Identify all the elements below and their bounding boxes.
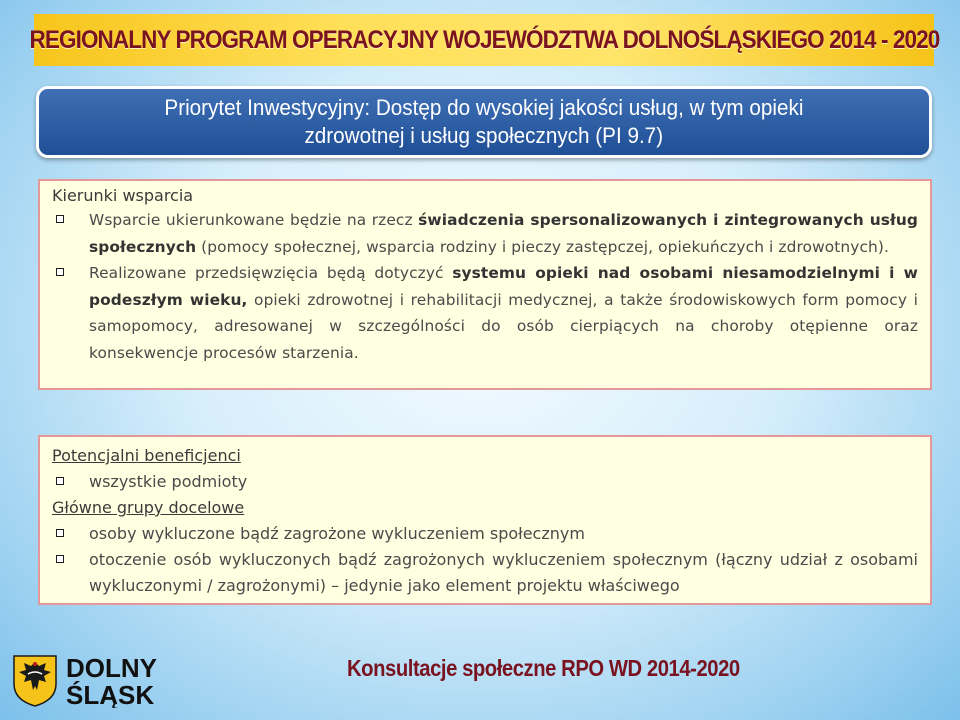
logo-line1: DOLNY	[66, 653, 157, 683]
support-directions-box	[38, 179, 932, 390]
dolny-slask-logo	[10, 650, 170, 708]
header-banner	[29, 14, 939, 66]
square-bullet-icon	[56, 477, 64, 485]
support-heading: Kierunki wsparcia	[52, 186, 194, 205]
target-group-item-text: otoczenie osób wykluczonych bądź zagrożonych wykluczeniem społecznym (łączny udział z osobami wykluczonymi / zagrożonymi) – jedynie jako element projektu właściwego	[89, 550, 918, 595]
support-item	[52, 207, 918, 260]
program-title: REGIONALNY PROGRAM OPERACYJNY WOJEWÓDZTWA DOLNOŚLĄSKIEGO 2014 - 2020	[29, 25, 939, 54]
support-item-bold: systemu opieki nad osobami niesamodzielnymi i w podeszłym wieku,	[89, 264, 918, 309]
square-bullet-icon	[56, 555, 64, 563]
square-bullet-icon	[56, 268, 64, 276]
beneficiaries-box	[38, 435, 932, 605]
support-item-text: (pomocy społecznej, wsparcia rodziny i pieczy zastępczej, opiekuńczych i zdrowotnych).	[196, 237, 889, 256]
consultation-footer: Konsultacje społeczne RPO WD 2014-2020	[347, 655, 740, 681]
priority-title-line1: Priorytet Inwestycyjny: Dostęp do wysokiej jakości usług, w tym opieki	[164, 95, 804, 120]
target-group-item	[52, 547, 918, 599]
support-item	[52, 260, 918, 366]
target-group-item-text: osoby wykluczone bądź zagrożone wykluczeniem społecznym	[89, 524, 585, 543]
priority-title-line2: zdrowotnej i usług społecznych (PI 9.7)	[304, 123, 664, 148]
beneficiary-item-text: wszystkie podmioty	[89, 472, 248, 491]
support-item-text: Realizowane przedsięwzięcia będą dotyczyć	[89, 264, 453, 282]
square-bullet-icon	[56, 215, 64, 223]
square-bullet-icon	[56, 529, 64, 537]
priority-box	[36, 86, 932, 158]
target-groups-heading: Główne grupy docelowe	[52, 498, 245, 517]
beneficiary-item	[52, 469, 918, 495]
target-group-item	[52, 521, 918, 547]
support-item-text: opieki zdrowotnej i rehabilitacji medycznej, a także środowiskowych form pomocy i samopomocy, adresowanej w szczególności do osób cierpiących na choroby otępienne oraz konsekwencje procesów starzenia.	[89, 290, 918, 362]
logo-line2: ŚLĄSK	[66, 680, 155, 708]
support-item-bold: świadczenia spersonalizowanych i zintegrowanych usług społecznych	[89, 211, 918, 256]
eagle-crest-icon	[10, 650, 170, 708]
support-item-text: Wsparcie ukierunkowane będzie na rzecz	[89, 211, 419, 229]
beneficiaries-heading: Potencjalni beneficjenci	[52, 446, 241, 465]
